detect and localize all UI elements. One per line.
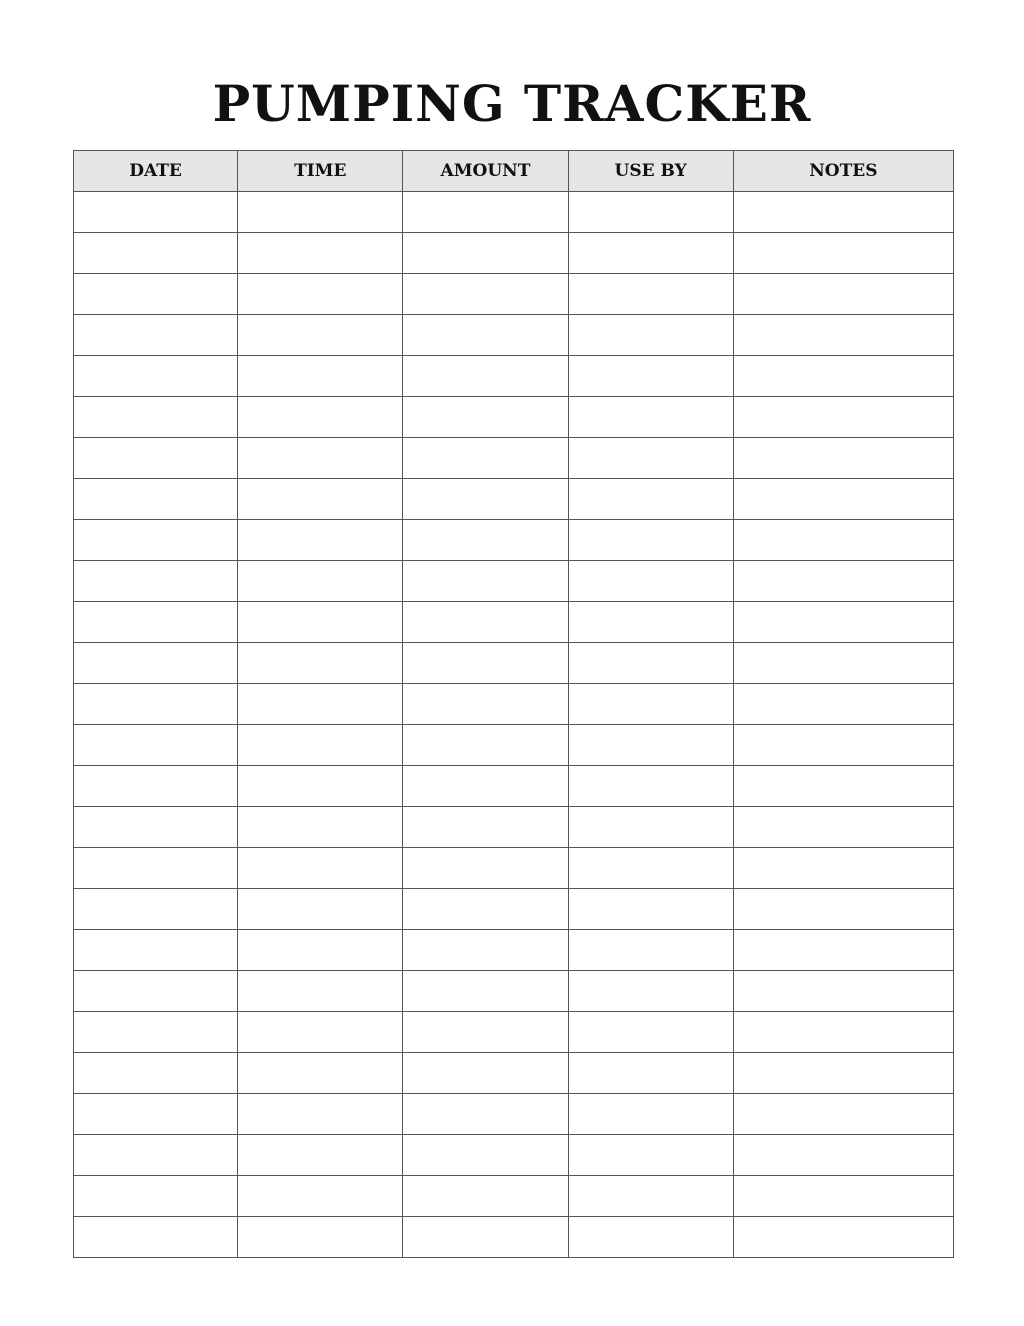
column-header-notes: NOTES — [733, 151, 953, 192]
table-row — [74, 807, 954, 848]
cell-amount[interactable] — [403, 643, 568, 684]
table-row — [74, 848, 954, 889]
cell-use-by[interactable] — [568, 561, 733, 602]
cell-amount[interactable] — [403, 561, 568, 602]
table-row — [74, 930, 954, 971]
table-row — [74, 1217, 954, 1258]
table-row — [74, 479, 954, 520]
table-row — [74, 971, 954, 1012]
cell-time[interactable] — [238, 233, 403, 274]
table-row — [74, 438, 954, 479]
column-header-time: TIME — [238, 151, 403, 192]
cell-date[interactable] — [74, 1217, 238, 1258]
cell-time[interactable] — [238, 602, 403, 643]
table-row — [74, 397, 954, 438]
header-row — [74, 151, 954, 192]
cell-date[interactable] — [74, 1094, 238, 1135]
cell-amount[interactable] — [403, 479, 568, 520]
cell-amount[interactable] — [403, 1053, 568, 1094]
cell-notes[interactable] — [733, 848, 953, 889]
cell-notes[interactable] — [733, 315, 953, 356]
cell-date[interactable] — [74, 561, 238, 602]
cell-time[interactable] — [238, 1135, 403, 1176]
table-row — [74, 1094, 954, 1135]
log-body — [74, 192, 954, 1258]
table-row — [74, 1176, 954, 1217]
table-row — [74, 520, 954, 561]
cell-notes[interactable] — [733, 397, 953, 438]
cell-notes[interactable] — [733, 684, 953, 725]
cell-amount[interactable] — [403, 1094, 568, 1135]
cell-amount[interactable] — [403, 192, 568, 233]
cell-amount[interactable] — [403, 1135, 568, 1176]
cell-time[interactable] — [238, 930, 403, 971]
cell-notes[interactable] — [733, 1176, 953, 1217]
cell-time[interactable] — [238, 1012, 403, 1053]
table-row — [74, 315, 954, 356]
cell-date[interactable] — [74, 848, 238, 889]
cell-date[interactable] — [74, 930, 238, 971]
cell-date[interactable] — [74, 233, 238, 274]
cell-use-by[interactable] — [568, 1217, 733, 1258]
cell-use-by[interactable] — [568, 643, 733, 684]
cell-use-by[interactable] — [568, 520, 733, 561]
cell-notes[interactable] — [733, 930, 953, 971]
cell-notes[interactable] — [733, 889, 953, 930]
cell-amount[interactable] — [403, 520, 568, 561]
table-row — [74, 356, 954, 397]
cell-notes[interactable] — [733, 1053, 953, 1094]
cell-amount[interactable] — [403, 889, 568, 930]
table-row — [74, 602, 954, 643]
cell-amount[interactable] — [403, 848, 568, 889]
cell-use-by[interactable] — [568, 1176, 733, 1217]
cell-date[interactable] — [74, 192, 238, 233]
cell-time[interactable] — [238, 1176, 403, 1217]
cell-date[interactable] — [74, 438, 238, 479]
cell-amount[interactable] — [403, 397, 568, 438]
cell-notes[interactable] — [733, 766, 953, 807]
cell-date[interactable] — [74, 725, 238, 766]
cell-use-by[interactable] — [568, 930, 733, 971]
cell-amount[interactable] — [403, 1176, 568, 1217]
cell-use-by[interactable] — [568, 971, 733, 1012]
cell-date[interactable] — [74, 643, 238, 684]
cell-time[interactable] — [238, 725, 403, 766]
cell-notes[interactable] — [733, 1094, 953, 1135]
cell-notes[interactable] — [733, 643, 953, 684]
cell-time[interactable] — [238, 971, 403, 1012]
cell-notes[interactable] — [733, 602, 953, 643]
cell-notes[interactable] — [733, 438, 953, 479]
table-row — [74, 725, 954, 766]
table-row — [74, 1012, 954, 1053]
cell-use-by[interactable] — [568, 725, 733, 766]
cell-date[interactable] — [74, 1053, 238, 1094]
cell-date[interactable] — [74, 766, 238, 807]
cell-time[interactable] — [238, 1053, 403, 1094]
cell-time[interactable] — [238, 643, 403, 684]
cell-use-by[interactable] — [568, 889, 733, 930]
cell-date[interactable] — [74, 479, 238, 520]
cell-use-by[interactable] — [568, 848, 733, 889]
cell-amount[interactable] — [403, 971, 568, 1012]
cell-date[interactable] — [74, 1135, 238, 1176]
cell-date[interactable] — [74, 520, 238, 561]
table-row — [74, 1135, 954, 1176]
cell-amount[interactable] — [403, 725, 568, 766]
cell-date[interactable] — [74, 397, 238, 438]
cell-use-by[interactable] — [568, 397, 733, 438]
column-header-amount: AMOUNT — [403, 151, 568, 192]
cell-time[interactable] — [238, 848, 403, 889]
cell-amount[interactable] — [403, 684, 568, 725]
table-row — [74, 561, 954, 602]
cell-date[interactable] — [74, 807, 238, 848]
cell-time[interactable] — [238, 397, 403, 438]
cell-amount[interactable] — [403, 807, 568, 848]
cell-use-by[interactable] — [568, 274, 733, 315]
cell-notes[interactable] — [733, 192, 953, 233]
table-row — [74, 274, 954, 315]
cell-use-by[interactable] — [568, 192, 733, 233]
cell-notes[interactable] — [733, 1012, 953, 1053]
cell-use-by[interactable] — [568, 1094, 733, 1135]
cell-time[interactable] — [238, 766, 403, 807]
cell-use-by[interactable] — [568, 356, 733, 397]
table-row — [74, 684, 954, 725]
cell-time[interactable] — [238, 1217, 403, 1258]
cell-use-by[interactable] — [568, 766, 733, 807]
pumping-log-table — [73, 150, 954, 1258]
cell-time[interactable] — [238, 684, 403, 725]
cell-notes[interactable] — [733, 1135, 953, 1176]
cell-notes[interactable] — [733, 356, 953, 397]
cell-date[interactable] — [74, 602, 238, 643]
cell-date[interactable] — [74, 971, 238, 1012]
cell-date[interactable] — [74, 315, 238, 356]
cell-amount[interactable] — [403, 233, 568, 274]
cell-use-by[interactable] — [568, 684, 733, 725]
cell-time[interactable] — [238, 438, 403, 479]
cell-time[interactable] — [238, 889, 403, 930]
cell-notes[interactable] — [733, 725, 953, 766]
page-title: PUMPING TRACKER — [212, 74, 812, 133]
table-row — [74, 889, 954, 930]
cell-time[interactable] — [238, 520, 403, 561]
cell-amount[interactable] — [403, 602, 568, 643]
cell-notes[interactable] — [733, 274, 953, 315]
cell-date[interactable] — [74, 889, 238, 930]
cell-time[interactable] — [238, 274, 403, 315]
cell-use-by[interactable] — [568, 438, 733, 479]
cell-date[interactable] — [74, 274, 238, 315]
cell-amount[interactable] — [403, 1217, 568, 1258]
cell-notes[interactable] — [733, 561, 953, 602]
cell-date[interactable] — [74, 1176, 238, 1217]
cell-use-by[interactable] — [568, 1135, 733, 1176]
cell-use-by[interactable] — [568, 602, 733, 643]
cell-amount[interactable] — [403, 930, 568, 971]
cell-use-by[interactable] — [568, 315, 733, 356]
cell-notes[interactable] — [733, 479, 953, 520]
cell-notes[interactable] — [733, 971, 953, 1012]
cell-date[interactable] — [74, 356, 238, 397]
cell-time[interactable] — [238, 1094, 403, 1135]
cell-notes[interactable] — [733, 233, 953, 274]
table-row — [74, 233, 954, 274]
column-header-date: DATE — [74, 151, 238, 192]
table-row — [74, 643, 954, 684]
cell-use-by[interactable] — [568, 1012, 733, 1053]
cell-amount[interactable] — [403, 315, 568, 356]
cell-use-by[interactable] — [568, 479, 733, 520]
cell-amount[interactable] — [403, 438, 568, 479]
cell-time[interactable] — [238, 315, 403, 356]
column-header-use-by: USE BY — [568, 151, 733, 192]
cell-use-by[interactable] — [568, 233, 733, 274]
cell-amount[interactable] — [403, 356, 568, 397]
cell-notes[interactable] — [733, 807, 953, 848]
cell-amount[interactable] — [403, 1012, 568, 1053]
cell-amount[interactable] — [403, 274, 568, 315]
table-row — [74, 192, 954, 233]
cell-time[interactable] — [238, 356, 403, 397]
cell-time[interactable] — [238, 479, 403, 520]
cell-notes[interactable] — [733, 520, 953, 561]
cell-amount[interactable] — [403, 766, 568, 807]
cell-notes[interactable] — [733, 1217, 953, 1258]
cell-time[interactable] — [238, 807, 403, 848]
cell-date[interactable] — [74, 684, 238, 725]
cell-time[interactable] — [238, 561, 403, 602]
cell-date[interactable] — [74, 1012, 238, 1053]
cell-use-by[interactable] — [568, 1053, 733, 1094]
cell-use-by[interactable] — [568, 807, 733, 848]
cell-time[interactable] — [238, 192, 403, 233]
table-row — [74, 1053, 954, 1094]
table-row — [74, 766, 954, 807]
